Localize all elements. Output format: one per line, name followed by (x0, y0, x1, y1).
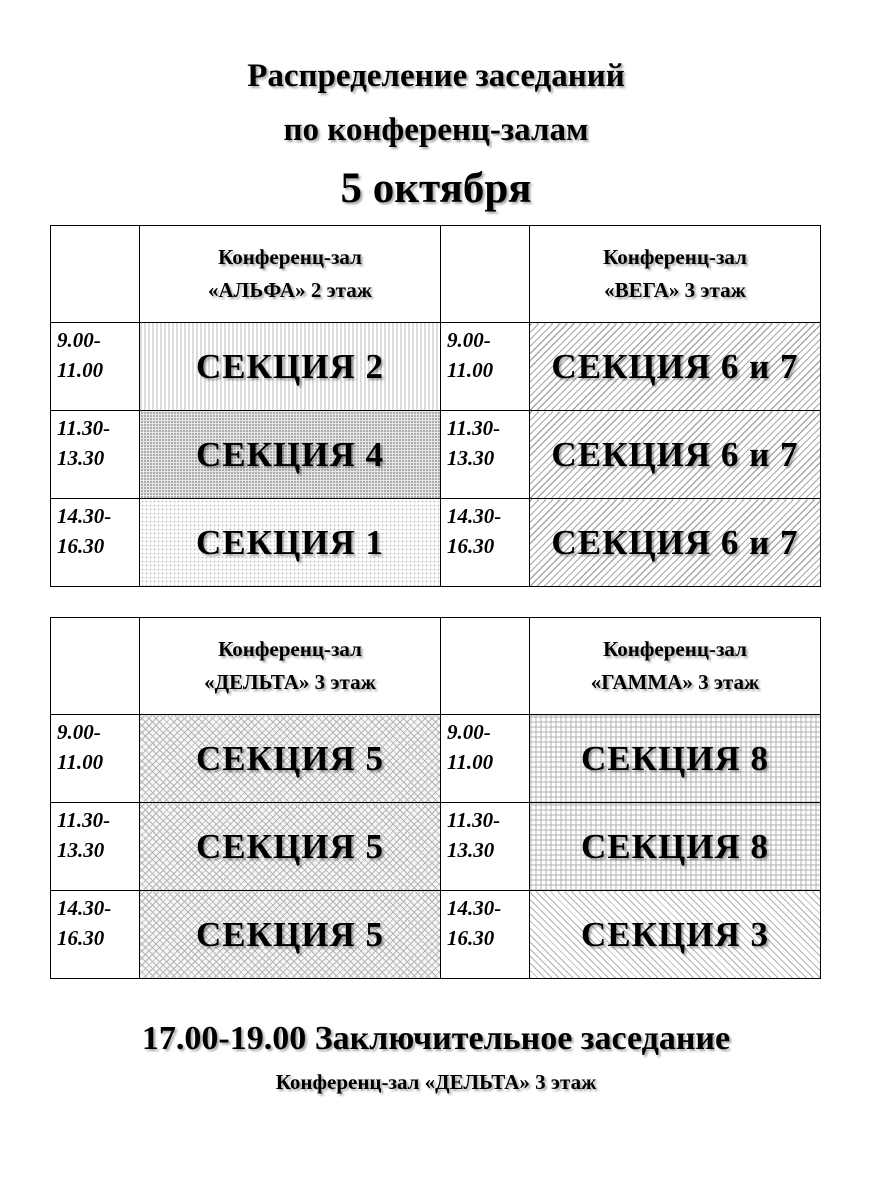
section-cell: СЕКЦИЯ 8 (530, 803, 821, 891)
table-row (51, 803, 821, 891)
time-start: 14.30- (57, 896, 112, 920)
table-row (51, 891, 821, 979)
time-start: 11.30- (57, 808, 111, 832)
time-start: 9.00- (447, 328, 491, 352)
time-cell (441, 715, 530, 803)
empty-corner-cell (51, 618, 140, 715)
time-cell (51, 803, 140, 891)
time-end: 11.00 (447, 358, 494, 382)
final-session-title: 17.00-19.00 Заключительное заседание (141, 1020, 731, 1057)
hall-header-delta (140, 618, 441, 715)
section-cell: СЕКЦИЯ 1 (140, 499, 441, 587)
time-end: 16.30 (447, 534, 495, 558)
section-cell: СЕКЦИЯ 6 и 7 (530, 323, 821, 411)
time-start: 11.30- (447, 808, 501, 832)
hall-label: Конференц-зал (218, 245, 362, 269)
hall-name: «ДЕЛЬТА» 3 этаж (204, 670, 376, 694)
time-end: 13.30 (57, 446, 105, 470)
time-cell (51, 891, 140, 979)
time-start: 11.30- (57, 416, 111, 440)
time-cell (441, 499, 530, 587)
time-end: 13.30 (447, 838, 495, 862)
time-start: 14.30- (447, 896, 502, 920)
empty-corner-cell (441, 226, 530, 323)
hall-header-alfa (140, 226, 441, 323)
hall-name: «АЛЬФА» 2 этаж (208, 278, 372, 302)
time-start: 9.00- (57, 720, 101, 744)
hall-label: Конференц-зал (603, 245, 747, 269)
hall-label: Конференц-зал (603, 637, 747, 661)
time-cell (51, 715, 140, 803)
time-start: 14.30- (57, 504, 112, 528)
time-end: 16.30 (57, 534, 105, 558)
hall-label: Конференц-зал (218, 637, 362, 661)
time-cell (51, 499, 140, 587)
time-start: 9.00- (57, 328, 101, 352)
section-cell: СЕКЦИЯ 5 (140, 803, 441, 891)
time-end: 11.00 (447, 750, 494, 774)
schedule-table-1 (50, 225, 821, 587)
section-cell: СЕКЦИЯ 4 (140, 411, 441, 499)
section-cell: СЕКЦИЯ 2 (140, 323, 441, 411)
time-end: 11.00 (57, 750, 104, 774)
schedule-date: 5 октября (340, 165, 532, 212)
section-cell: СЕКЦИЯ 6 и 7 (530, 499, 821, 587)
section-cell: СЕКЦИЯ 6 и 7 (530, 411, 821, 499)
section-cell: СЕКЦИЯ 8 (530, 715, 821, 803)
table-row (51, 411, 821, 499)
empty-corner-cell (441, 618, 530, 715)
time-cell (51, 323, 140, 411)
empty-corner-cell (51, 226, 140, 323)
hall-header-gamma (530, 618, 821, 715)
page-title: Распределение заседаний (247, 58, 625, 94)
time-cell (441, 803, 530, 891)
time-start: 11.30- (447, 416, 501, 440)
table-row (51, 715, 821, 803)
final-session-hall: Конференц-зал «ДЕЛЬТА» 3 этаж (275, 1070, 597, 1094)
time-end: 16.30 (447, 926, 495, 950)
section-cell: СЕКЦИЯ 5 (140, 715, 441, 803)
time-cell (441, 411, 530, 499)
time-start: 9.00- (447, 720, 491, 744)
table-header-row (51, 618, 821, 715)
time-start: 14.30- (447, 504, 502, 528)
time-cell (441, 891, 530, 979)
hall-name: «ГАММА» 3 этаж (590, 670, 760, 694)
time-end: 11.00 (57, 358, 104, 382)
time-end: 13.30 (447, 446, 495, 470)
section-cell: СЕКЦИЯ 5 (140, 891, 441, 979)
table-row (51, 499, 821, 587)
time-cell (51, 411, 140, 499)
time-end: 13.30 (57, 838, 105, 862)
time-cell (441, 323, 530, 411)
section-cell: СЕКЦИЯ 3 (530, 891, 821, 979)
hall-header-vega (530, 226, 821, 323)
table-row (51, 323, 821, 411)
table-header-row (51, 226, 821, 323)
page-subtitle: по конференц-залам (283, 112, 589, 148)
schedule-table-2 (50, 617, 821, 979)
time-end: 16.30 (57, 926, 105, 950)
hall-name: «ВЕГА» 3 этаж (604, 278, 746, 302)
